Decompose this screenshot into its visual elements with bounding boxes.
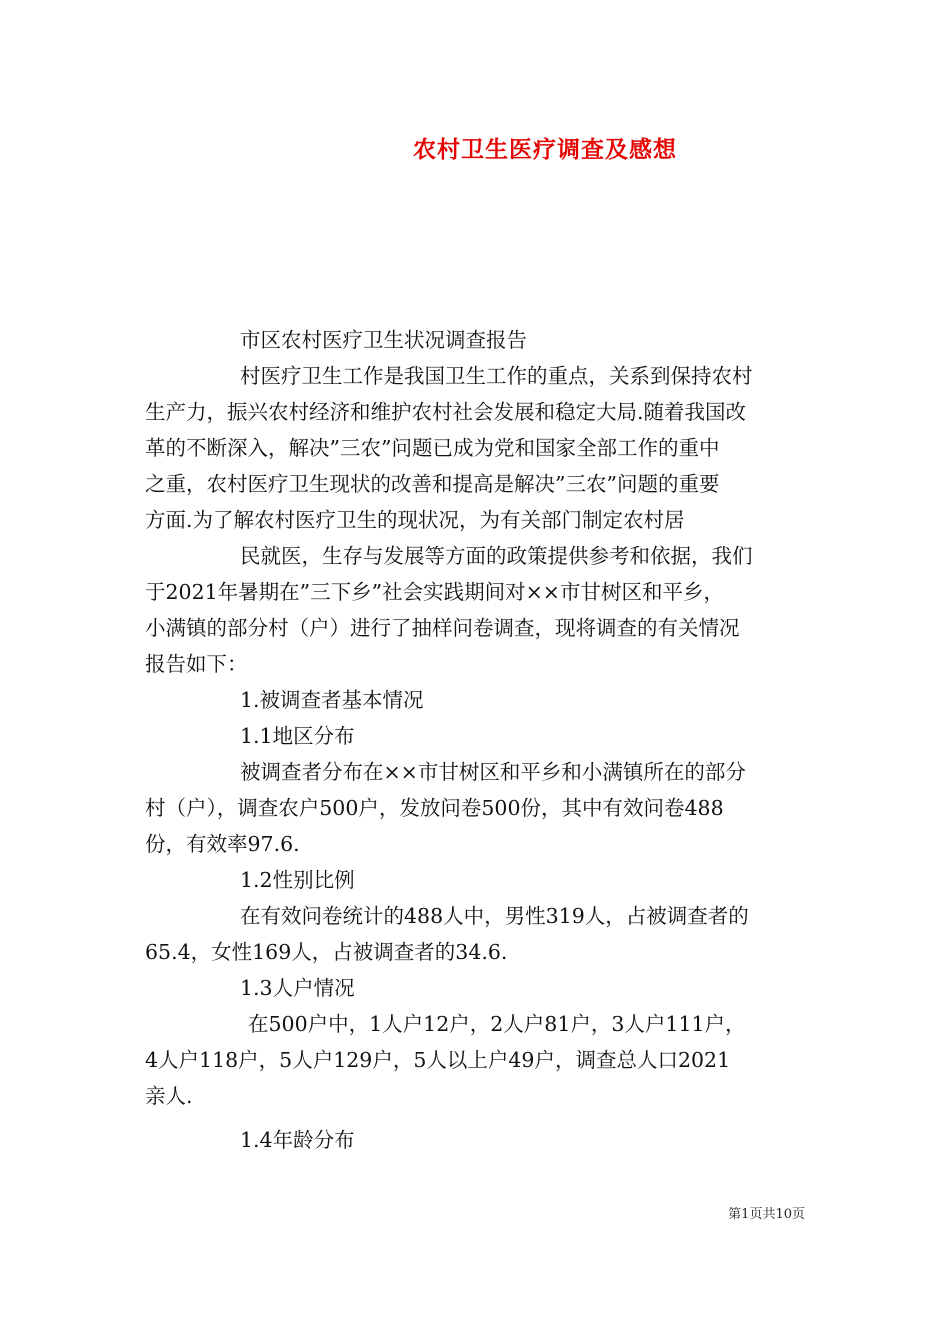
paragraph-line: 之重，农村医疗卫生现状的改善和提高是解决”三农”问题的重要 xyxy=(145,472,720,496)
paragraph-line: 1.1地区分布 xyxy=(240,724,355,748)
paragraph-line: 于2021年暑期在”三下乡”社会实践期间对××市甘树区和平乡， xyxy=(145,580,724,604)
paragraph-line: 份，有效率97.6. xyxy=(145,832,300,856)
paragraph-line: 方面.为了解农村医疗卫生的现状况，为有关部门制定农村居 xyxy=(145,508,685,532)
page-footer: 第1页共10页 xyxy=(728,1207,805,1222)
paragraph-line: 生产力，振兴农村经济和维护农村社会发展和稳定大局.随着我国改 xyxy=(145,400,747,424)
paragraph-line: 1.4年龄分布 xyxy=(240,1128,355,1152)
paragraph-line: 4人户118户，5人户129户，5人以上户49户，调查总人口2021 xyxy=(145,1048,731,1072)
document-title: 农村卫生医疗调查及感想 xyxy=(413,136,677,163)
paragraph-line: 革的不断深入，解决”三农”问题已成为党和国家全部工作的重中 xyxy=(145,436,720,460)
paragraph-line: 65.4，女性169人，占被调查者的34.6. xyxy=(145,940,508,964)
paragraph-line: 1.2性别比例 xyxy=(240,868,355,892)
paragraph-line: 报告如下： xyxy=(145,652,248,676)
paragraph-line: 小满镇的部分村（户）进行了抽样问卷调查，现将调查的有关情况 xyxy=(145,616,740,640)
paragraph-line: 在有效问卷统计的488人中，男性319人，占被调查者的 xyxy=(240,904,749,928)
paragraph-line: 民就医，生存与发展等方面的政策提供参考和依据，我们 xyxy=(240,544,753,568)
paragraph-line: 1.被调查者基本情况 xyxy=(240,688,424,712)
paragraph-line: 1.3人户情况 xyxy=(240,976,355,1000)
paragraph-line: 村医疗卫生工作是我国卫生工作的重点，关系到保持农村 xyxy=(240,364,753,388)
paragraph-line: 亲人. xyxy=(145,1084,193,1108)
paragraph-line: 在500户中，1人户12户，2人户81户，3人户111户， xyxy=(248,1012,746,1036)
document-body xyxy=(145,322,810,1158)
paragraph-line: 市区农村医疗卫生状况调查报告 xyxy=(240,328,527,352)
paragraph-line: 被调查者分布在××市甘树区和平乡和小满镇所在的部分 xyxy=(240,760,746,784)
paragraph-line: 村（户），调查农户500户，发放问卷500份，其中有效问卷488 xyxy=(145,796,724,820)
